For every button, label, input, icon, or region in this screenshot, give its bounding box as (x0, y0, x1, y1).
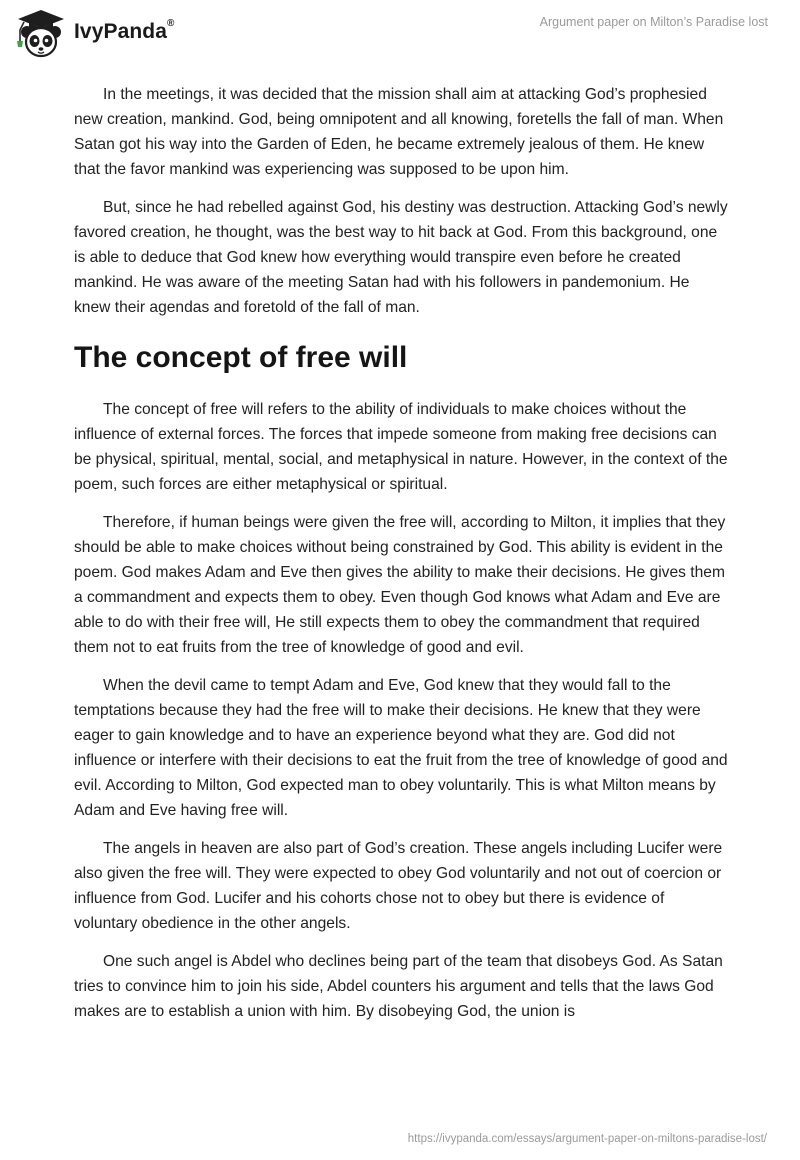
paragraph: When the devil came to tempt Adam and Eve, God knew that they would fall to the temptations because they had the free will to make their decisions. He knew that they were eager to gain knowledge and to have an experience beyond what they are. God did not influence or interfere with their decisions to eat the fruit from the tree of knowledge of good and evil. According to Milton, God expected man to obey voluntarily. This is what Milton means by Adam and Eve having free will. (74, 677, 728, 819)
source-url[interactable]: https://ivypanda.com/essays/argument-paper-on-miltons-paradise-lost/ (407, 1133, 767, 1145)
paragraph: Therefore, if human beings were given the free will, according to Milton, it implies that they should be able to make choices without being constrained by God. This ability is evident in the poem. God makes Adam and Eve then gives the ability to make their decisions. He gives them a commandment and expects them to obey. Even though God knows what Adam and Eve are able to do with their free will, He still expects them to obey the commandment that required them not to eat fruits from the tree of knowledge of good and evil. (74, 514, 726, 656)
panda-graduation-cap-icon (14, 8, 68, 60)
page-header (0, 0, 800, 70)
paragraph: But, since he had rebelled against God, his destiny was destruction. Attacking God’s newly favored creation, he thought, was the best way to hit back at God. From this background, one is able to deduce that God knew how everything would transpire even before he created mankind. He was aware of the meeting Satan had with his followers in pandemonium. He knew their agendas and foretold of the fall of man. (74, 199, 728, 316)
paragraph: The concept of free will refers to the ability of individuals to make choices without the influence of external forces. The forces that impede someone from making free decisions can be physical, spiritual, mental, social, and metaphysical in nature. However, in the context of the poem, such forces are either metaphysical or spiritual. (74, 401, 728, 493)
brand-name-text: IvyPanda (74, 20, 168, 43)
brand-logo[interactable] (14, 8, 174, 60)
paragraph: In the meetings, it was decided that the mission shall aim at attacking God’s prophesied new creation, mankind. God, being omnipotent and all knowing, foretells the fall of man. When Satan got his way into the Garden of Eden, he became extremely jealous of them. He knew that the favor mankind was experiencing was supposed to be upon him. (74, 86, 724, 178)
brand-name (74, 20, 174, 44)
registered-mark: ® (167, 18, 175, 29)
section-heading: The concept of free will (74, 341, 408, 374)
document-title: Argument paper on Milton’s Paradise lost (539, 15, 768, 29)
paragraph: One such angel is Abdel who declines being part of the team that disobeys God. As Satan tries to convince him to join his side, Abdel counters his argument and tells that the laws God makes are to establish a union with him. By disobeying God, the union is (74, 953, 723, 1020)
paragraph: The angels in heaven are also part of God’s creation. These angels including Lucifer were also given the free will. They were expected to obey God voluntarily and not out of coercion or influence from God. Lucifer and his cohorts chose not to obey but there is evidence of voluntary obedience in the other angels. (74, 840, 723, 932)
article-body (74, 82, 729, 1037)
